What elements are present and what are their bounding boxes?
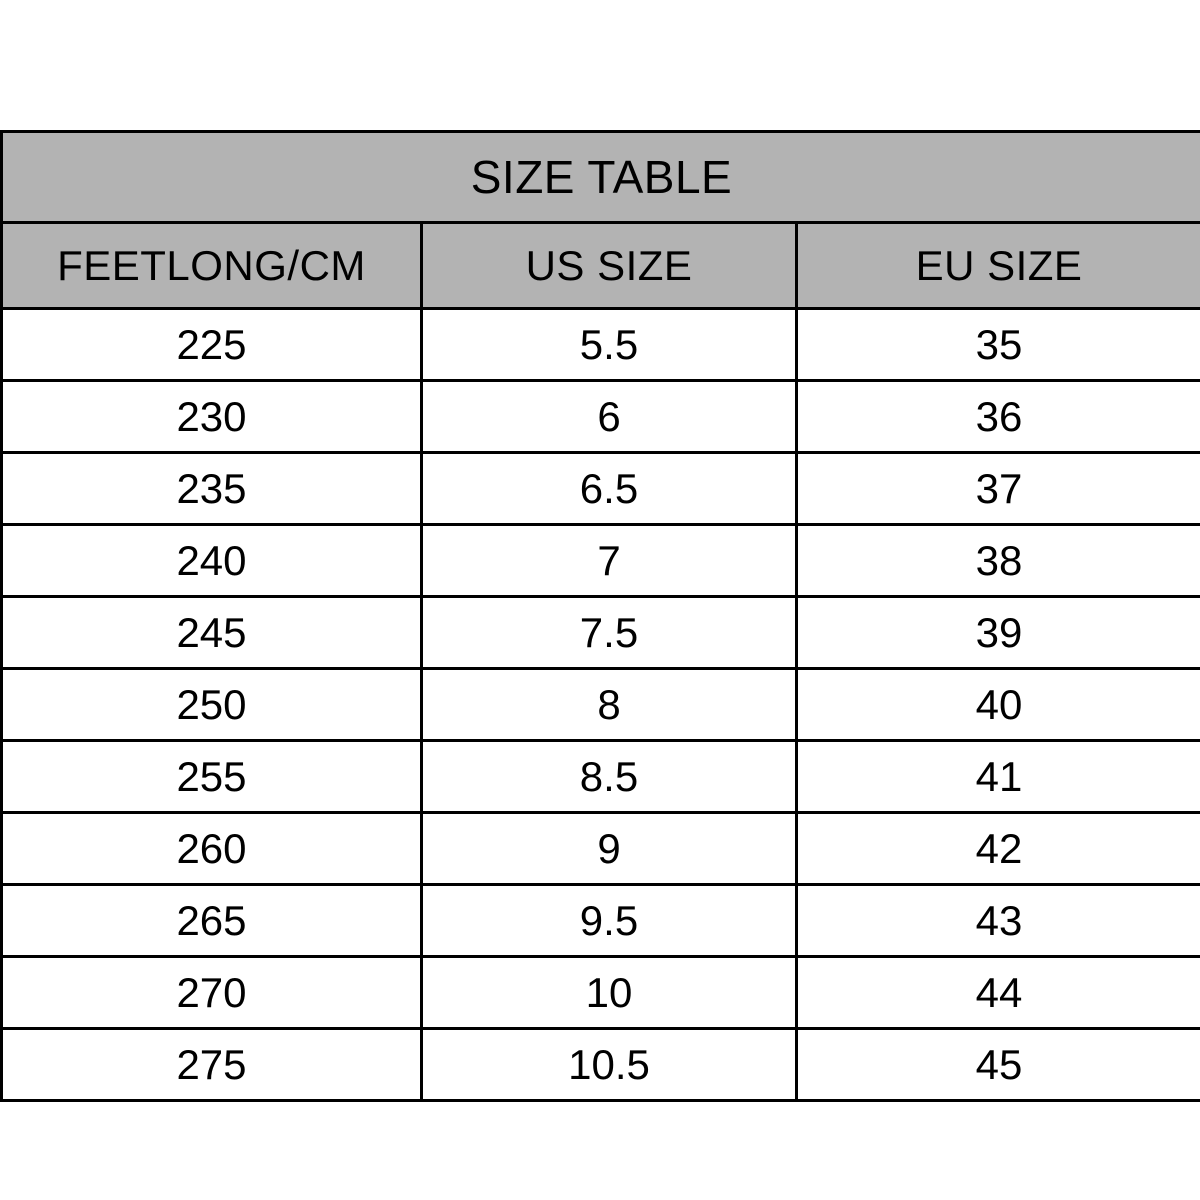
size-table xyxy=(0,130,1200,1102)
cell-eu-size: 45 xyxy=(797,1029,1200,1101)
table-row xyxy=(2,885,1200,957)
table-row xyxy=(2,669,1200,741)
cell-eu-size: 38 xyxy=(797,525,1200,597)
cell-feetlong: 245 xyxy=(2,597,422,669)
cell-us-size: 8.5 xyxy=(422,741,797,813)
table-header-row xyxy=(2,223,1200,309)
cell-eu-size: 41 xyxy=(797,741,1200,813)
size-table-body xyxy=(2,132,1200,1101)
cell-feetlong: 275 xyxy=(2,1029,422,1101)
table-row xyxy=(2,525,1200,597)
cell-feetlong: 225 xyxy=(2,309,422,381)
cell-feetlong: 265 xyxy=(2,885,422,957)
table-row xyxy=(2,453,1200,525)
table-row xyxy=(2,309,1200,381)
page-title: SIZE TABLE xyxy=(2,132,1200,223)
cell-us-size: 10 xyxy=(422,957,797,1029)
cell-eu-size: 36 xyxy=(797,381,1200,453)
cell-feetlong: 270 xyxy=(2,957,422,1029)
cell-us-size: 7 xyxy=(422,525,797,597)
cell-us-size: 6 xyxy=(422,381,797,453)
table-row xyxy=(2,813,1200,885)
cell-feetlong: 255 xyxy=(2,741,422,813)
cell-us-size: 7.5 xyxy=(422,597,797,669)
table-row xyxy=(2,597,1200,669)
table-title-row xyxy=(2,132,1200,223)
cell-feetlong: 240 xyxy=(2,525,422,597)
cell-feetlong: 230 xyxy=(2,381,422,453)
cell-us-size: 5.5 xyxy=(422,309,797,381)
cell-eu-size: 43 xyxy=(797,885,1200,957)
column-header-eu-size: EU SIZE xyxy=(797,223,1200,309)
table-row xyxy=(2,381,1200,453)
size-table-container xyxy=(0,130,1200,1102)
cell-feetlong: 235 xyxy=(2,453,422,525)
cell-us-size: 9 xyxy=(422,813,797,885)
cell-eu-size: 37 xyxy=(797,453,1200,525)
table-row xyxy=(2,957,1200,1029)
cell-us-size: 10.5 xyxy=(422,1029,797,1101)
cell-eu-size: 44 xyxy=(797,957,1200,1029)
cell-eu-size: 42 xyxy=(797,813,1200,885)
table-row xyxy=(2,1029,1200,1101)
cell-eu-size: 39 xyxy=(797,597,1200,669)
cell-feetlong: 260 xyxy=(2,813,422,885)
cell-eu-size: 35 xyxy=(797,309,1200,381)
cell-us-size: 8 xyxy=(422,669,797,741)
table-row xyxy=(2,741,1200,813)
cell-feetlong: 250 xyxy=(2,669,422,741)
column-header-feetlong: FEETLONG/CM xyxy=(2,223,422,309)
column-header-us-size: US SIZE xyxy=(422,223,797,309)
cell-eu-size: 40 xyxy=(797,669,1200,741)
cell-us-size: 6.5 xyxy=(422,453,797,525)
cell-us-size: 9.5 xyxy=(422,885,797,957)
